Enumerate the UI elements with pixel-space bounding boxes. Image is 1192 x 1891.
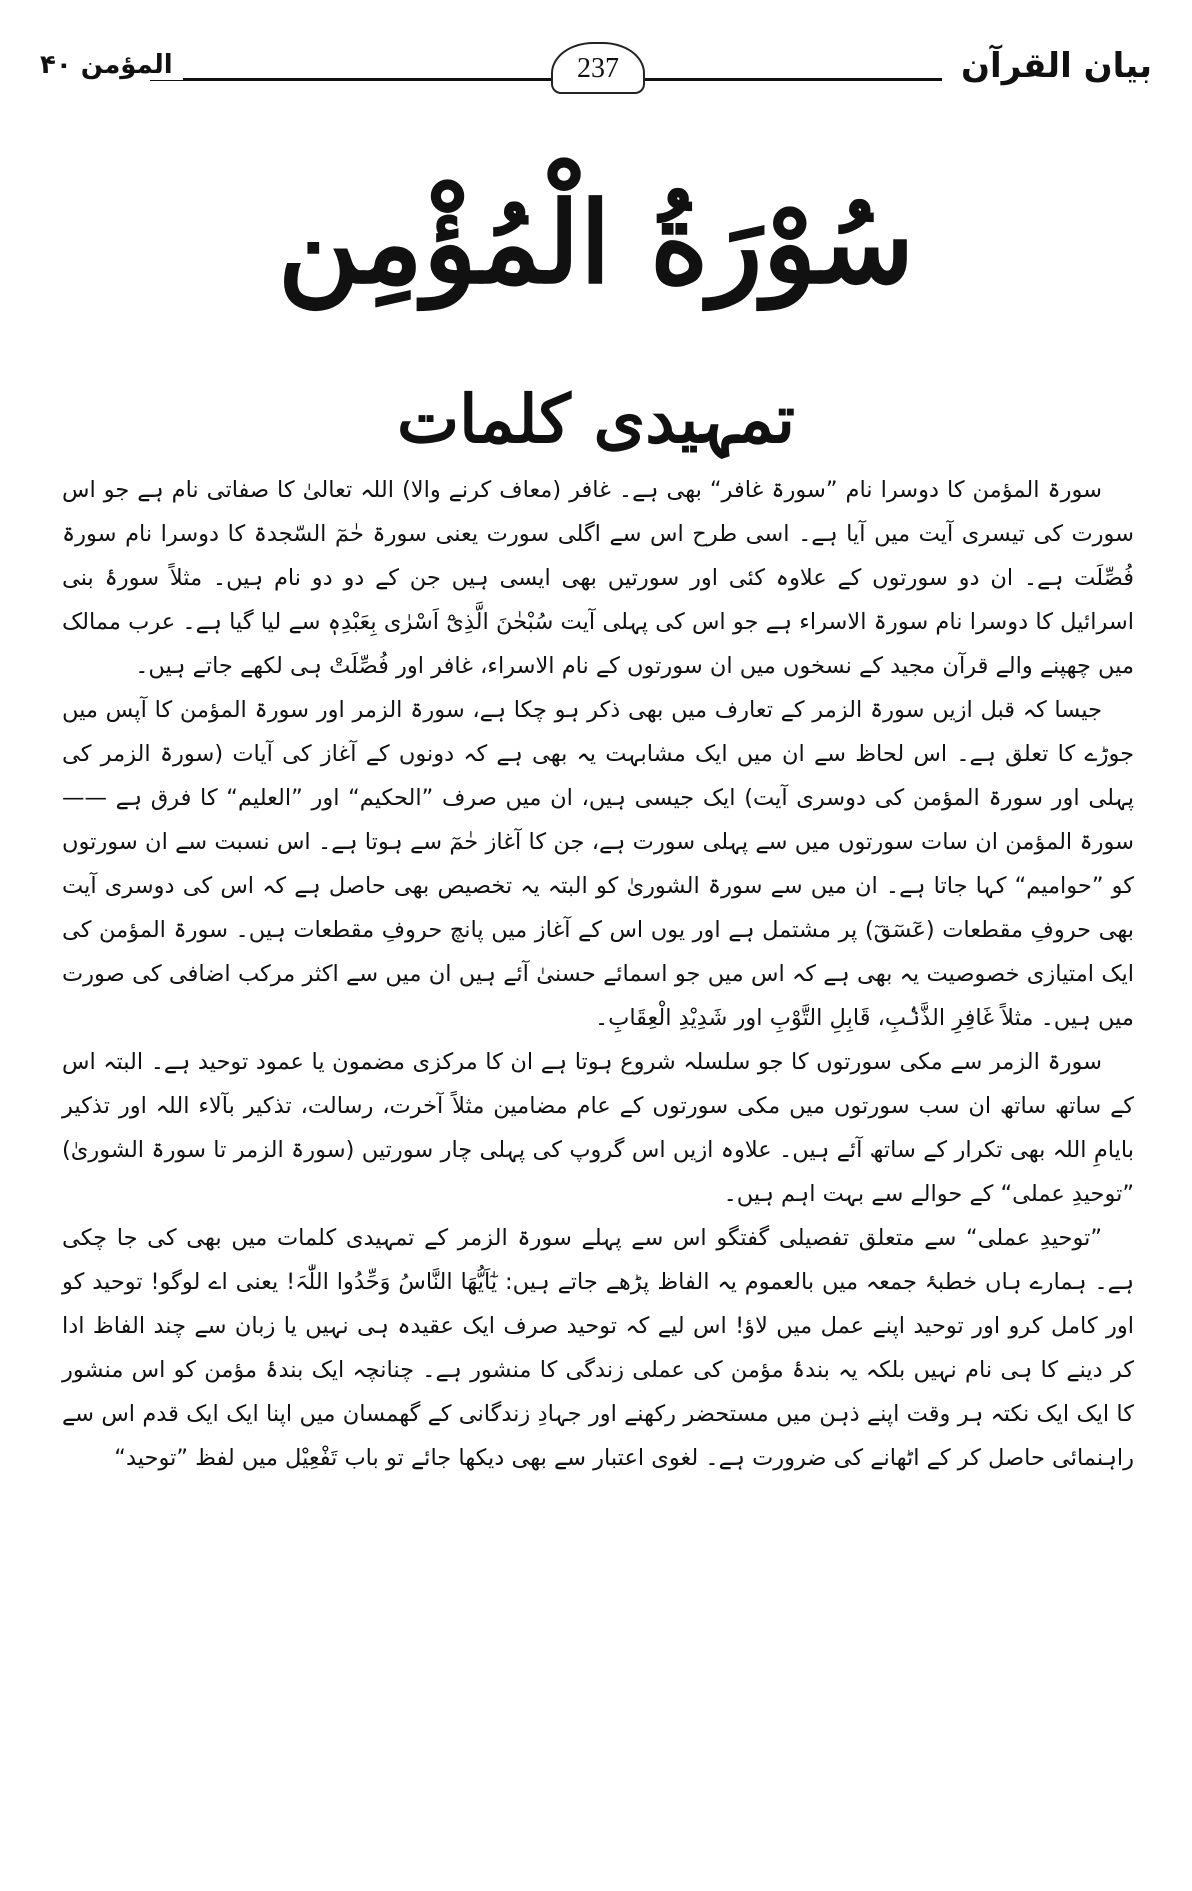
- book-title: بیان القرآن: [951, 46, 1152, 86]
- paragraph: سورۃ المؤمن کا دوسرا نام ”سورۃ غافر“ بھی ہے۔ غافر (معاف کرنے والا) اللہ تعالیٰ کا صفاتی نام ہے جو اس سورت کی تیسری آیت میں آیا ہے۔ اسی طرح اس سے اگلی سورت یعنی سورۃ حٰمٓ السّجدۃ کا دوسرا نام سورۃ فُصِّلَت ہے۔ ان دو سورتوں کے علاوہ کئی اور سورتیں بھی ایسی ہیں جن کے دو دو نام ہیں۔ مثلاً سورۂ بنی اسرائیل کا دوسرا نام سورۃ الاسراء ہے جو اس کی پہلی آیت سُبْحٰنَ الَّذِیْٓ اَسْرٰی بِعَبْدِہٖ سے لیا گیا ہے۔ عرب ممالک میں چھپنے والے قرآن مجید کے نسخوں میں ان سورتوں کے نام الاسراء، غافر اور فُصِّلَتْ ہی لکھے جاتے ہیں۔: [62, 477, 1134, 679]
- section-title: تمہیدی کلمات: [396, 380, 796, 458]
- body-text: [62, 468, 1134, 1480]
- page-number: 237: [551, 42, 645, 94]
- paragraph: جیسا کہ قبل ازیں سورۃ الزمر کے تعارف میں بھی ذکر ہو چکا ہے، سورۃ الزمر اور سورۃ المؤمن کا آپس میں جوڑے کا تعلق ہے۔ اس لحاظ سے ان میں ایک مشابہت یہ بھی ہے کہ دونوں کے آغاز کی آیات (سورۃ الزمر کی پہلی اور سورۃ المؤمن کی دوسری آیت) ایک جیسی ہیں، ان میں صرف ”الحکیم“ اور ”العلیم“ کا فرق ہے —— سورۃ المؤمن ان سات سورتوں میں سے پہلی سورت ہے، جن کا آغاز حٰمٓ سے ہوتا ہے۔ اس نسبت سے ان سورتوں کو ”حوامیم“ کہا جاتا ہے۔ ان میں سے سورۃ الشوریٰ کو البتہ یہ تخصیص بھی حاصل ہے کہ اس کی دوسری آیت بھی حروفِ مقطعات (عٓسٓقٓ) پر مشتمل ہے اور یوں اس کے آغاز میں پانچ حروفِ مقطعات ہیں۔ سورۃ المؤمن کی ایک امتیازی خصوصیت یہ بھی ہے کہ اس میں جو اسمائے حسنیٰ آئے ہیں ان میں سے اکثر مرکب اضافی کی صورت میں ہیں۔ مثلاً غَافِرِ الذَّنْۢبِ، قَابِلِ التَّوْبِ اور شَدِیْدِ الْعِقَابِ۔: [62, 697, 1134, 1031]
- running-header: [40, 42, 1152, 102]
- surah-title: سُوْرَةُ الْمُؤْمِن: [277, 178, 915, 309]
- paragraph: سورۃ الزمر سے مکی سورتوں کا جو سلسلہ شروع ہوتا ہے ان کا مرکزی مضمون یا عمود توحید ہے۔ البتہ اس کے ساتھ ساتھ ان سب سورتوں میں مکی سورتوں کے عام مضامین مثلاً آخرت، رسالت، تذکیر بآلاء اللہ اور تذکیر بایامِ اللہ بھی تکرار کے ساتھ آئے ہیں۔ علاوہ ازیں اس گروپ کی پہلی چار سورتیں (سورۃ الزمر تا سورۃ الشوریٰ) ”توحیدِ عملی“ کے حوالے سے بہت اہم ہیں۔: [62, 1049, 1134, 1207]
- paragraph: ”توحیدِ عملی“ سے متعلق تفصیلی گفتگو اس سے پہلے سورۃ الزمر کے تمہیدی کلمات میں بھی کی جا چکی ہے۔ ہمارے ہاں خطبۂ جمعہ میں بالعموم یہ الفاظ پڑھے جاتے ہیں: یٰٓاَیُّھَا النَّاسُ وَحِّدُوا اللّٰہَ! یعنی اے لوگو! توحید کو اور کامل کرو اور توحید اپنے عمل میں لاؤ! اس لیے کہ توحید صرف ایک عقیدہ ہی نہیں یا زبان سے چند الفاظ ادا کر دینے کا ہی نام نہیں بلکہ یہ بندۂ مؤمن کی عملی زندگی کا منشور ہے۔ چنانچہ ایک بندۂ مؤمن کو اس منشور کا ایک ایک نکتہ ہر وقت اپنے ذہن میں مستحضر رکھنے اور جہادِ زندگانی کے گھمسان میں اپنا ایک ایک قدم اس سے راہنمائی حاصل کر کے اٹھانے کی ضرورت ہے۔ لغوی اعتبار سے بھی دیکھا جائے تو باب تَفْعِیْل میں لفظ ”توحید“: [62, 1225, 1134, 1471]
- header-rule: [150, 78, 942, 81]
- surah-reference: المؤمن ۴۰: [40, 50, 183, 80]
